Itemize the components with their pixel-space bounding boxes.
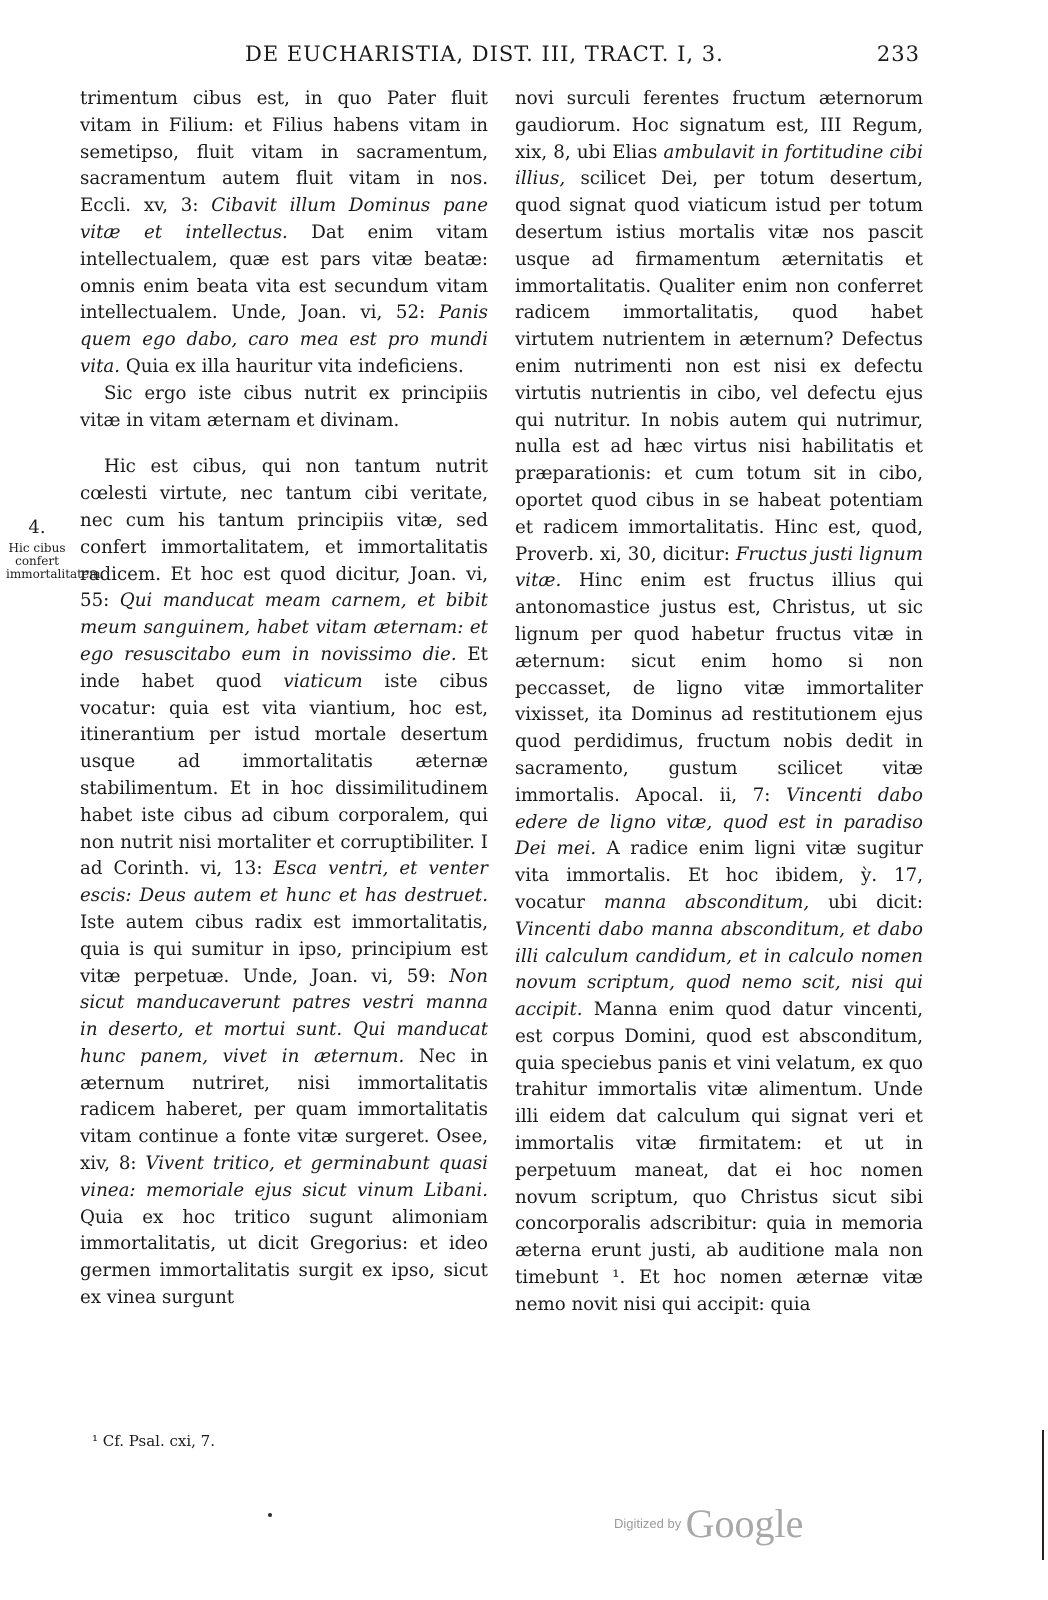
italic-quote: Esca ventri, et venter escis: Deus autem et hunc et has destruet. xyxy=(80,858,488,907)
italic-quote: Vincenti dabo manna absconditum, et dabo illi calculum candidum, et in calculo nomen novum scriptum, quod nemo scit, nisi qui accipit. xyxy=(515,918,923,1021)
text-run: Manna enim quod datur vincenti, est corpus Domini, quod est absconditum, quia speciebus panis et vini velatum, ex quo trahitur immortalis vitæ alimentum. Unde illi eidem dat calculum qui signat veri et immortalis vitæ firmitatem: et ut in perpetuum maneat, dat ei hoc nomen novum scriptum, quo Christus sicut sibi concorporalis adscribitur: quia in memoria æterna erunt justi, ab auditione mala non timebunt ¹. Et hoc nomen æternæ vitæ nemo novit nisi qui accipit: quia xyxy=(515,999,923,1315)
google-logo: Google xyxy=(685,1501,804,1546)
right-column xyxy=(515,86,923,1319)
paragraph xyxy=(515,86,923,1319)
text-run: novi surculi ferentes fructum æternorum gaudiorum. Hoc signatum est, III Regum, xix, 8, ubi Elias xyxy=(515,88,923,163)
text-run: Hic est cibus, qui non tantum nutrit cœlesti virtute, nec tantum cibi veritate, nec cum his tantum principiis vitæ, sed confert immortalitatem, et immortalitatis radicem. Et hoc est quod dicitur, Joan. vi, 55: xyxy=(80,456,488,612)
margin-note-text: Hic cibus confert immortalitatem. xyxy=(6,541,105,581)
text-run: Iste autem cibus radix est immortalitatis, quia is qui sumitur in ipso, principium est vitæ perpetuæ. Unde, Joan. vi, 59: xyxy=(80,911,488,987)
text-run: ubi dicit: xyxy=(809,891,923,913)
text-run: A radice enim ligni vitæ sugitur vita immortalis. Et hoc ibidem, ỳ. 17, vocatur xyxy=(515,838,923,913)
text-run: Et inde habet quod xyxy=(80,643,488,692)
italic-quote: Vivent tritico, et germinabunt quasi vinea: memoriale ejus sicut vinum Libani. xyxy=(80,1153,488,1201)
text-run: iste cibus vocatur: quia est vita viantium, hoc est, itinerantium per istud mortale desertum usque ad immortalitatis æternæ stabilimentum. Et in hoc dissimilitudinem habet iste cibus ad cibum corporalem, qui non nutrit nisi mortaliter et corruptibiliter. I ad Corinth. vi, 13: xyxy=(80,670,489,880)
italic-quote: manna absconditum, xyxy=(603,891,810,913)
margin-note xyxy=(6,517,105,581)
italic-quote: Vincenti dabo edere de ligno vitæ, quod est in paradiso Dei mei. xyxy=(515,784,923,860)
footnote: ¹ Cf. Psal. cxi, 7. xyxy=(92,1432,215,1450)
ink-dot xyxy=(268,1513,272,1517)
italic-quote: Panis quem ego dabo, caro mea est pro mundi vita. xyxy=(80,302,488,377)
scan-edge xyxy=(1042,1430,1044,1560)
running-header xyxy=(80,42,920,72)
paragraph xyxy=(80,454,488,1312)
italic-quote: Qui manducat meam carnem, et bibit meum sanguinem, habet vitam æternam: et ego resuscitabo eum in novissimo die. xyxy=(80,590,488,665)
text-run: Quia ex illa hauritur vita indeficiens. xyxy=(120,355,464,377)
text-run: scilicet Dei, per totum desertum, quod signat quod viaticum istud per totum desertum istius mortalis vitæ nos pascit usque ad firmamentum æternitatis et immortalitatis. Qualiter enim non conferret radicem immortalitatis, quod habet virtutem nutrientem in æternum? Defectus enim nutrimenti non est nisi ex defectu virtutis nutrientis in cibo, vel defectu ejus qui nutritur. In nobis autem qui nutrimur, nulla est ad hæc virtus nisi habilitatis et præparationis: et cum totum sit in cibo, oportet quod cibus in se habeat potentiam et radicem immortalitatis. Hinc est, quod, Proverb. xi, 30, dicitur: xyxy=(515,168,923,565)
italic-quote: Cibavit illum Dominus pane vitæ et intellectus. xyxy=(80,195,488,243)
paragraph: Sic ergo iste cibus nutrit ex principiis vitæ in vitam æternam et divinam. xyxy=(80,382,488,431)
text-run: Dat enim vitam intellectualem, quæ est pars vitæ beatæ: omnis enim beata vita est secundum vitam intellectualem. Unde, Joan. vi, 52: xyxy=(80,221,488,324)
text-run: Quia ex hoc tritico sugunt alimoniam immortalitatis, ut dicit Gregorius: et ideo germen immortalitatis surgit ex ipso, sicut ex vinea surgunt xyxy=(80,1206,488,1309)
paragraph xyxy=(80,86,488,381)
italic-quote: ambulavit in fortitudine cibi illius, xyxy=(515,141,923,190)
italic-word: viaticum xyxy=(283,670,363,692)
digitized-label: Digitized by xyxy=(614,1516,682,1531)
left-column xyxy=(80,86,488,1312)
digitized-watermark xyxy=(614,1500,803,1550)
text-run: trimentum cibus est, in quo Pater fluit vitam in Filium: et Filius habens vitam in semetipso, fluit vitam in sacramentum, sacramentum autem fluit vitam in nos. Eccli. xv, 3: xyxy=(80,88,488,217)
margin-note-number: 4. xyxy=(28,517,46,538)
italic-quote: Non sicut manducaverunt patres vestri manna in deserto, et mortui sunt. Qui manducat hunc panem, vivet in æternum. xyxy=(80,965,488,1067)
italic-quote: Fructus justi lignum vitæ. xyxy=(515,543,923,592)
page-number: 233 xyxy=(876,42,920,66)
text-run: Hinc enim est fructus illius qui antonomastice justus est, Christus, ut sic lignum per quod habetur fructus vitæ in æternum: sicut enim homo si non peccasset, de ligno vitæ immortaliter vixisset, ita Dominus ad restitutionem ejus quod perdidimus, fructum nobis dedit in sacramento, gustum scilicet vitæ immortalis. Apocal. ii, 7: xyxy=(515,570,923,806)
text-run: Nec in æternum nutriret, nisi immortalitatis radicem haberet, per quam immortalitatis vitam continue a fonte vitæ surgeret. Osee, xiv, 8: xyxy=(80,1045,488,1175)
running-title: DE EUCHARISTIA, DIST. III, TRACT. I, 3. xyxy=(245,42,724,66)
